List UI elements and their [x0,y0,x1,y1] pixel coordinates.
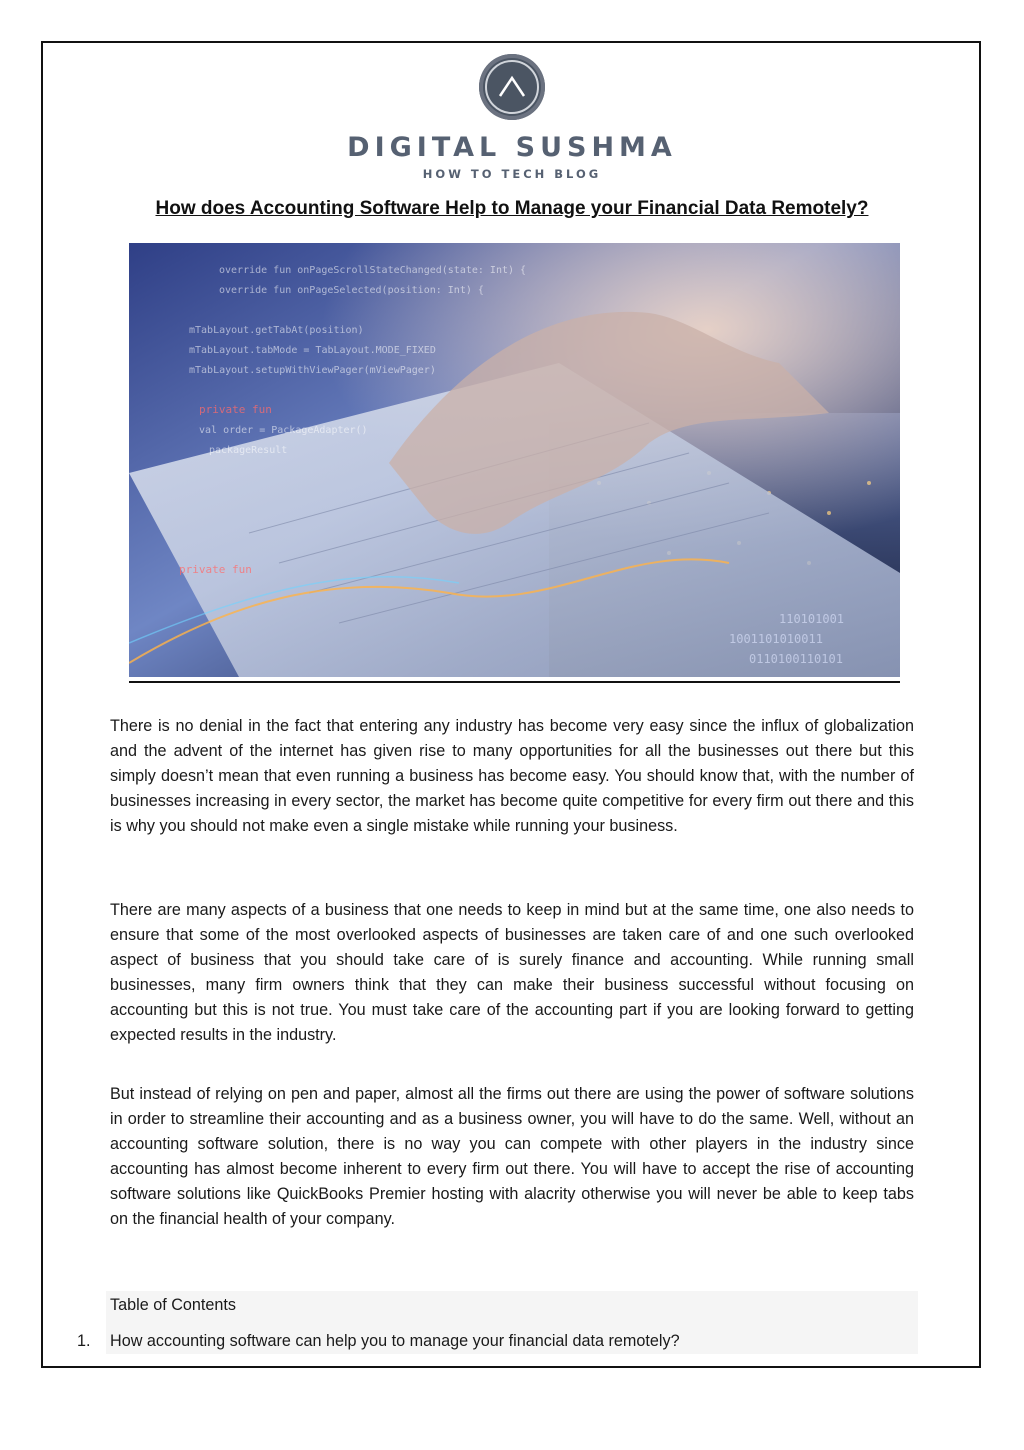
toc-item[interactable] [77,1329,680,1354]
circle-caret-logo-icon [479,54,545,120]
paragraph-2: There are many aspects of a business that one needs to keep in mind but at the same time, one also needs to ensure that some of the most overlooked aspects of businesses are taken care of and one such overlooked aspect of business that you should take care of is surely finance and accounting. While running small businesses, many firm owners think that they can make their business successful without focusing on accounting but this is not true. You must take care of the accounting part if you are looking forward to getting expected results in the industry. [110,901,914,1044]
svg-text:1001101010011: 1001101010011 [729,632,823,646]
svg-text:0110100110101: 0110100110101 [749,652,843,666]
brand-tagline: HOW TO TECH BLOG [422,167,602,181]
toc-heading: Table of Contents [110,1296,236,1314]
svg-text:mTabLayout.setupWithViewPager(: mTabLayout.setupWithViewPager(mViewPager) [189,365,436,376]
svg-text:mTabLayout.getTabAt(position): mTabLayout.getTabAt(position) [189,325,364,336]
svg-text:packageResult: packageResult [209,445,288,456]
svg-text:mTabLayout.tabMode = TabLayout: mTabLayout.tabMode = TabLayout.MODE_FIXED [189,345,436,356]
svg-text:override fun onPageScrollState: override fun onPageScrollStateChanged(state: Int) { [219,265,527,276]
svg-text:110101001: 110101001 [779,612,845,626]
svg-text:override fun onPageSelected(po: override fun onPageSelected(position: Int) { [219,285,484,296]
svg-text:private fun: private fun [199,403,272,416]
hero-image [129,243,900,677]
image-underline [129,681,900,683]
article-title: How does Accounting Software Help to Manage your Financial Data Remotely? [155,198,869,219]
site-logo[interactable] [0,54,1024,181]
toc-item-link[interactable]: How accounting software can help you to manage your financial data remotely? [110,1332,680,1350]
brand-name: DIGITAL SUSHMA [347,132,677,163]
paragraph-1: There is no denial in the fact that entering any industry has become very easy since the influx of globalization and the advent of the internet has given rise to many opportunities for all the businesses out there but this simply doesn’t mean that even running a business has become easy. You should know that, with the number of businesses increasing in every sector, the market has become quite competitive for every firm out there and this is why you should not make even a single mistake while running your business. [110,717,914,835]
paragraph-3: But instead of relying on pen and paper, almost all the firms out there are using the power of software solutions in order to streamline their accounting and as a business owner, you will have to do the same. Well, without an accounting software solution, there is no way you can compete with other players in the industry since accounting has almost become inherent to every firm out there. You will have to accept the rise of accounting software solutions like QuickBooks Premier hosting with alacrity otherwise you will never be able to keep tabs on the financial health of your company. [110,1085,914,1228]
svg-text:private fun: private fun [179,563,252,576]
svg-text:val order = PackageAdapter(): val order = PackageAdapter() [199,425,368,436]
toc-item-number: 1. [77,1332,91,1350]
